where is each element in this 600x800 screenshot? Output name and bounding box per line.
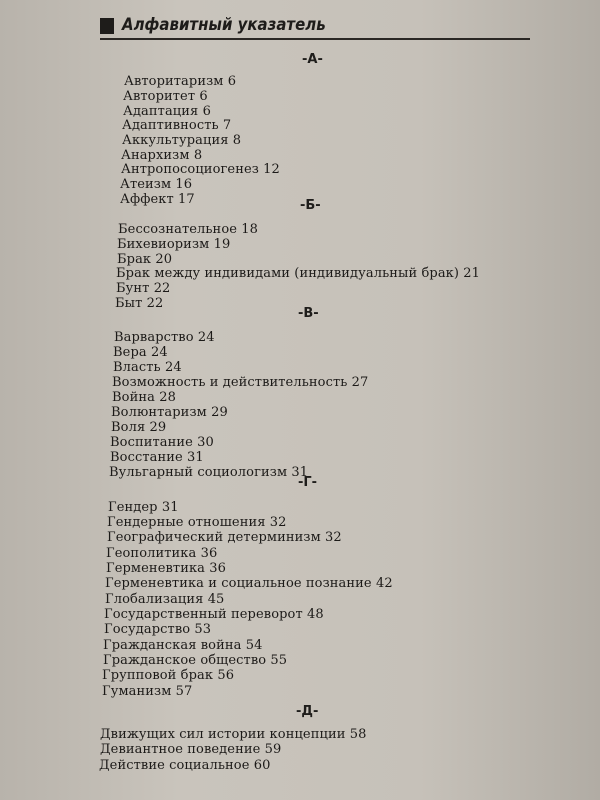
page-title: Алфавитный указатель: [122, 15, 326, 35]
index-entry: Война 28: [112, 390, 176, 405]
index-entry: Глобализация 45: [105, 592, 225, 607]
index-entry: Быт 22: [115, 296, 164, 311]
index-entry: Восстание 31: [110, 450, 204, 465]
index-entry: Вульгарный социологизм 31: [109, 465, 309, 480]
index-entry: Бунт 22: [116, 281, 171, 296]
letter-heading-a: -А-: [302, 52, 323, 67]
index-entry: Гражданская война 54: [103, 638, 263, 653]
index-entry: Гуманизм 57: [102, 684, 193, 699]
index-entry: Атеизм 16: [120, 177, 193, 192]
letter-heading-v: -В-: [298, 306, 319, 321]
index-entry: Аффект 17: [120, 192, 195, 207]
index-entry: Анархизм 8: [121, 148, 203, 163]
letter-heading-b: -Б-: [300, 198, 321, 213]
index-entry: Гендерные отношения 32: [107, 515, 287, 530]
index-entry: Антропосоциогенез 12: [121, 162, 280, 177]
index-entry: Авторитаризм 6: [124, 74, 237, 89]
index-entry: Волюнтаризм 29: [111, 405, 228, 420]
index-entry: Власть 24: [113, 360, 182, 375]
index-entry: Брак между индивидами (индивидуальный брак) 21: [116, 266, 481, 281]
index-entry: Бессознательное 18: [118, 222, 259, 237]
index-entry: Бихевиоризм 19: [117, 237, 231, 252]
index-entry: Воля 29: [111, 420, 167, 435]
index-entry: Движущих сил истории концепции 58: [100, 727, 367, 742]
index-entry: Вера 24: [113, 345, 168, 360]
index-entry: Геополитика 36: [106, 546, 218, 561]
index-entry: Герменевтика и социальное познание 42: [105, 576, 393, 591]
index-entry: Гендер 31: [108, 500, 179, 515]
index-entry: Адаптация 6: [123, 104, 211, 119]
index-entry: Брак 20: [117, 252, 173, 267]
index-entry: Государство 53: [104, 622, 212, 637]
letter-heading-g: -Г-: [298, 475, 318, 490]
index-entry: Девиантное поведение 59: [100, 742, 282, 757]
index-entry: Групповой брак 56: [102, 668, 235, 683]
index-entry: Авторитет 6: [123, 89, 208, 104]
index-entry: Адаптивность 7: [122, 118, 232, 133]
index-entry: Воспитание 30: [110, 435, 214, 450]
index-entry: Возможность и действительность 27: [112, 375, 369, 390]
index-entry: Варварство 24: [114, 330, 215, 345]
index-entry: Гражданское общество 55: [103, 653, 288, 668]
index-entry: Географический детерминизм 32: [107, 530, 342, 545]
index-entry: Аккультурация 8: [122, 133, 242, 148]
letter-heading-d: -Д-: [296, 704, 319, 719]
header-block-mark: [100, 18, 114, 34]
index-entry: Государственный переворот 48: [104, 607, 324, 622]
index-entry: Действие социальное 60: [99, 758, 271, 773]
page-header: [100, 6, 530, 40]
index-entry: Герменевтика 36: [106, 561, 227, 576]
